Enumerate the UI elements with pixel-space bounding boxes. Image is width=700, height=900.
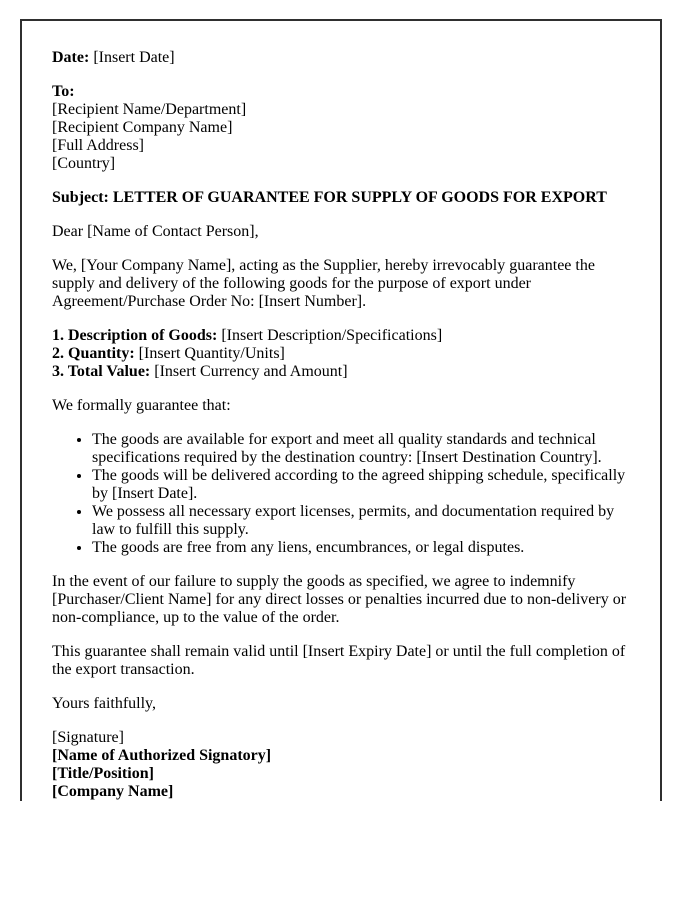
goods-description-line [52,327,630,345]
intro-paragraph: We, [Your Company Name], acting as the Supplier, hereby irrevocably guarantee the supply and delivery of the following goods for the purpose of export under Agreement/Purchase Order No: [Insert Number]. [52,257,595,310]
subject-line: Subject: LETTER OF GUARANTEE FOR SUPPLY OF GOODS FOR EXPORT [52,189,607,206]
recipient-company-line: [Recipient Company Name] [52,119,233,136]
goods-value-label: 3. Total Value: [52,363,151,380]
goods-description-label: 1. Description of Goods: [52,327,218,344]
goods-quantity-line [52,345,630,363]
goods-value-line [52,363,630,381]
indemnity-paragraph: In the event of our failure to supply the goods as specified, we agree to indemnify [Purchaser/Client Name] for any direct losses or penalties incurred due to non-delivery or non-compliance, up to the value of the order. [52,573,627,626]
signatory-title: [Title/Position] [52,765,154,782]
signature-block [52,729,630,801]
goods-details-block [52,327,630,381]
guarantee-item-delivery: • The goods will be delivered according to the agreed shipping schedule, specifically by [Insert Date]. [92,467,630,503]
goods-quantity-label: 2. Quantity: [52,345,135,362]
guarantee-list [52,431,630,557]
goods-quantity-value: [Insert Quantity/Units] [134,345,285,362]
date-line [52,49,630,67]
guarantee-item-licenses: • We possess all necessary export licenses, permits, and documentation required by law to fulfill this supply. [92,503,630,539]
date-label: Date: [52,49,90,66]
signature-placeholder: [Signature] [52,729,124,746]
closing: Yours faithfully, [52,695,157,712]
recipient-name-line: [Recipient Name/Department] [52,101,247,118]
signatory-company: [Company Name] [52,783,174,800]
recipient-label: To: [52,83,75,100]
guarantee-item-liens: • The goods are free from any liens, encumbrances, or legal disputes. [92,539,630,557]
recipient-block [52,83,630,173]
letter-document [20,19,662,801]
guarantee-intro: We formally guarantee that: [52,397,231,414]
goods-value-value: [Insert Currency and Amount] [150,363,348,380]
signatory-name: [Name of Authorized Signatory] [52,747,272,764]
salutation: Dear [Name of Contact Person], [52,223,259,240]
recipient-address-line: [Full Address] [52,137,144,154]
date-value: [Insert Date] [89,49,175,66]
goods-description-value: [Insert Description/Specifications] [217,327,443,344]
guarantee-item-availability: • The goods are available for export and meet all quality standards and technical specifications required by the destination country: [Insert Destination Country]. [92,431,630,467]
validity-paragraph: This guarantee shall remain valid until [Insert Expiry Date] or until the full completion of the export transaction. [52,643,626,678]
recipient-country-line: [Country] [52,155,116,172]
